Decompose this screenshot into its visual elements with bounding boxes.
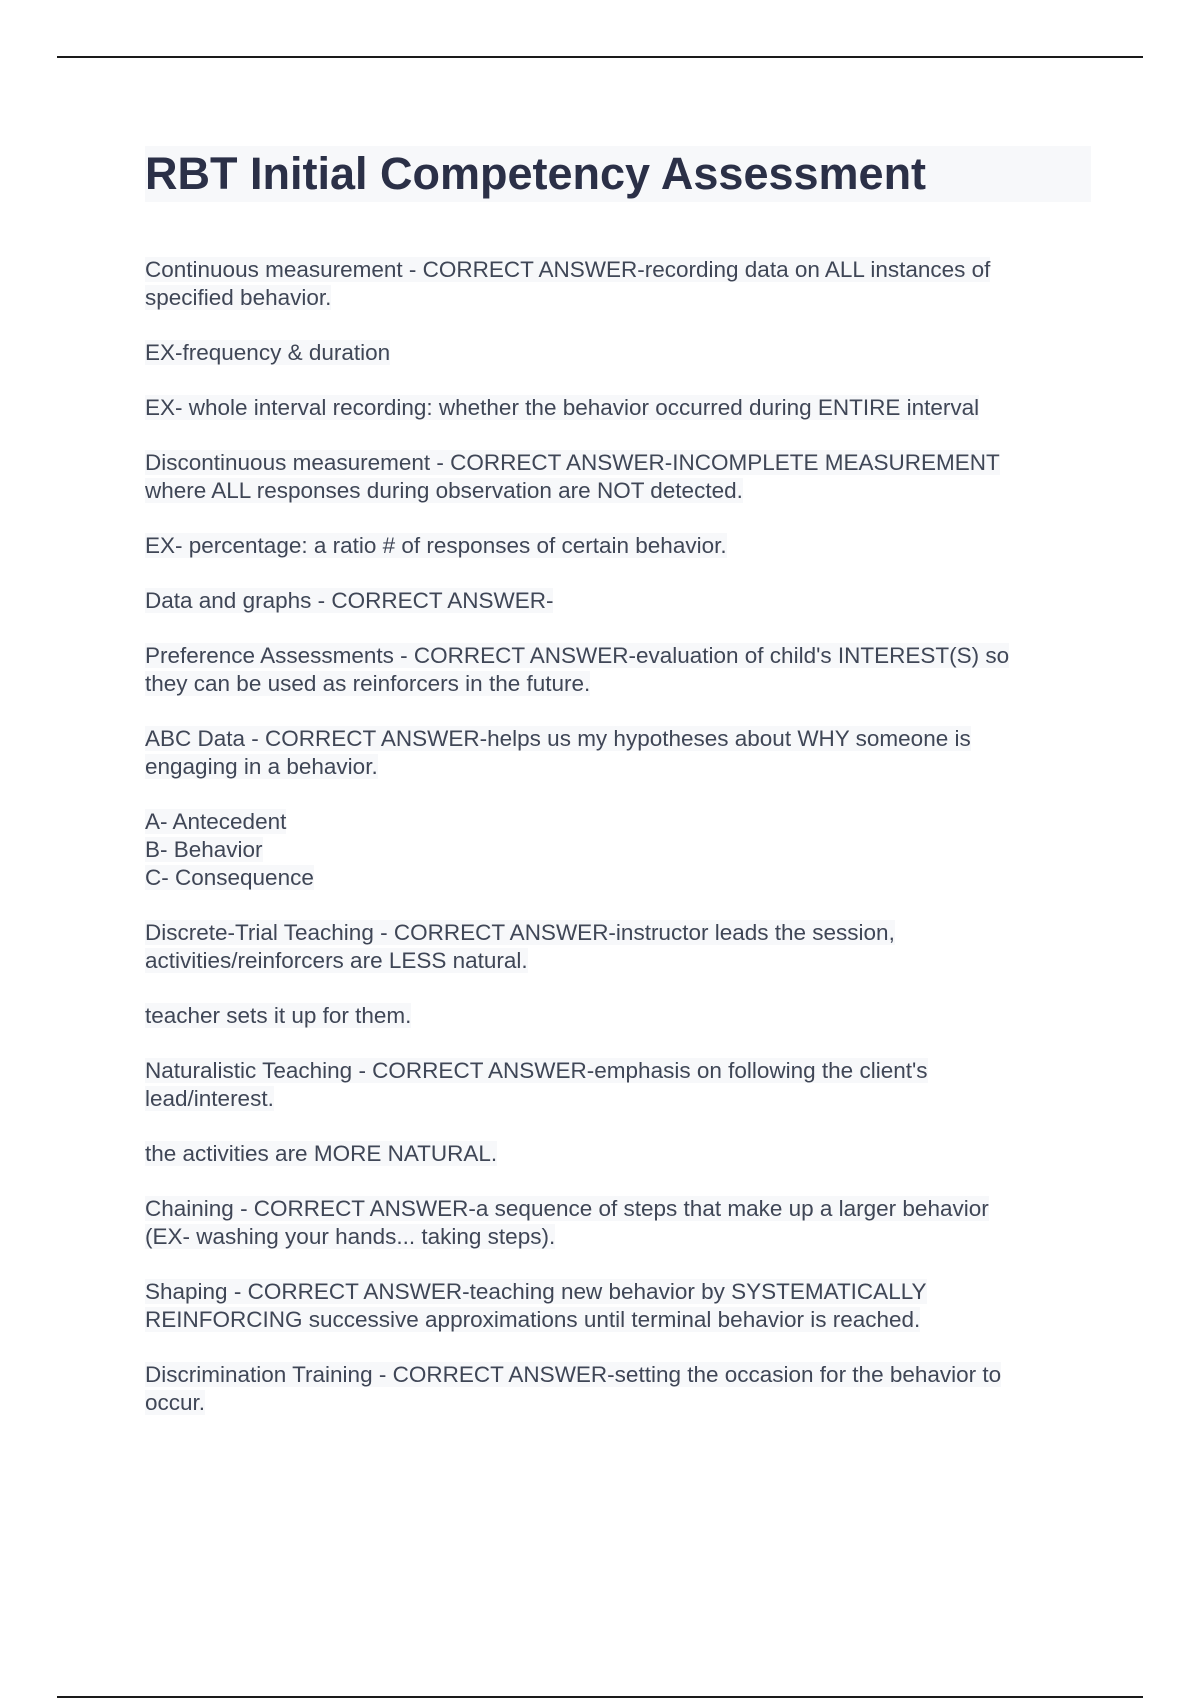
- text-line: Preference Assessments - CORRECT ANSWER-evaluation of child's INTEREST(S) so: [145, 643, 1010, 668]
- text-line: EX-frequency & duration: [145, 340, 391, 365]
- text-line: Data and graphs - CORRECT ANSWER-: [145, 588, 554, 613]
- text-line: specified behavior.: [145, 285, 332, 310]
- paragraph: [145, 587, 1105, 615]
- paragraph: [145, 725, 1105, 781]
- text-line: Chaining - CORRECT ANSWER-a sequence of steps that make up a larger behavior: [145, 1196, 989, 1221]
- text-line: EX- percentage: a ratio # of responses of certain behavior.: [145, 533, 727, 558]
- paragraph: [145, 808, 1105, 892]
- text-line: they can be used as reinforcers in the future.: [145, 671, 591, 696]
- text-line: lead/interest.: [145, 1086, 274, 1111]
- paragraph: [145, 1140, 1105, 1168]
- text-line: ABC Data - CORRECT ANSWER-helps us my hypotheses about WHY someone is: [145, 726, 971, 751]
- paragraph: [145, 919, 1105, 975]
- text-line: (EX- washing your hands... taking steps).: [145, 1224, 556, 1249]
- top-rule: [57, 56, 1143, 58]
- text-line: A- Antecedent: [145, 809, 287, 834]
- paragraph: [145, 394, 1105, 422]
- text-line: engaging in a behavior.: [145, 754, 378, 779]
- text-line: occur.: [145, 1390, 206, 1415]
- paragraph: [145, 1361, 1105, 1417]
- text-line: REINFORCING successive approximations until terminal behavior is reached.: [145, 1307, 921, 1332]
- text-line: activities/reinforcers are LESS natural.: [145, 948, 528, 973]
- text-line: C- Consequence: [145, 865, 314, 890]
- text-line: B- Behavior: [145, 837, 263, 862]
- paragraph: [145, 1195, 1105, 1251]
- paragraph: [145, 1057, 1105, 1113]
- text-line: Discrimination Training - CORRECT ANSWER-setting the occasion for the behavior to: [145, 1362, 1002, 1387]
- text-line: Shaping - CORRECT ANSWER-teaching new behavior by SYSTEMATICALLY: [145, 1279, 927, 1304]
- bottom-rule: [57, 1696, 1143, 1698]
- text-line: Discrete-Trial Teaching - CORRECT ANSWER-instructor leads the session,: [145, 920, 895, 945]
- paragraph: [145, 532, 1105, 560]
- text-line: Discontinuous measurement - CORRECT ANSWER-INCOMPLETE MEASUREMENT: [145, 450, 1000, 475]
- paragraph: [145, 1002, 1105, 1030]
- paragraph: [145, 642, 1105, 698]
- paragraph: [145, 1278, 1105, 1334]
- text-line: Continuous measurement - CORRECT ANSWER-recording data on ALL instances of: [145, 257, 991, 282]
- paragraph: [145, 449, 1105, 505]
- text-line: EX- whole interval recording: whether the behavior occurred during ENTIRE interval: [145, 395, 980, 420]
- paragraph: [145, 339, 1105, 367]
- paragraph: [145, 256, 1105, 312]
- title-highlight: [145, 146, 1091, 202]
- document-body: [145, 256, 1105, 1444]
- document-title: RBT Initial Competency Assessment: [145, 148, 927, 199]
- text-line: where ALL responses during observation are NOT detected.: [145, 478, 743, 503]
- text-line: Naturalistic Teaching - CORRECT ANSWER-emphasis on following the client's: [145, 1058, 928, 1083]
- text-line: teacher sets it up for them.: [145, 1003, 412, 1028]
- text-line: the activities are MORE NATURAL.: [145, 1141, 498, 1166]
